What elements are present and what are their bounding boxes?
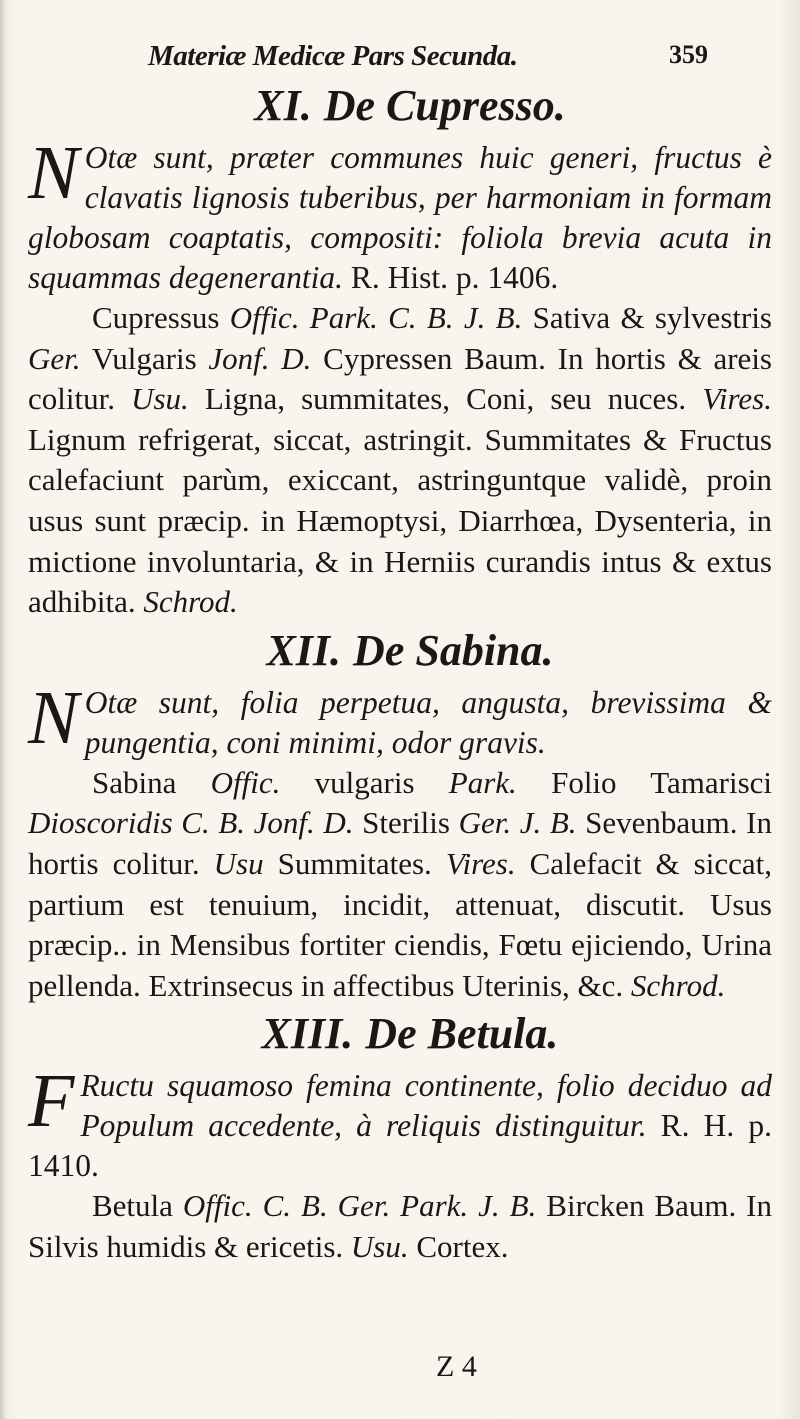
- notes-text: Otæ sunt, folia perpetua, angusta, brevissima & pungentia, coni minimi, odor gravis.: [84, 684, 772, 760]
- italic-run: Offic.: [210, 764, 281, 800]
- section-body: [28, 763, 772, 1007]
- text-run: Betula: [92, 1188, 183, 1224]
- section-heading: De Cupresso.: [323, 81, 566, 130]
- page-footer: [0, 1350, 800, 1390]
- italic-run: Dioscoridis C. B. Jonf. D.: [28, 805, 354, 841]
- section-sabina: [28, 623, 772, 1007]
- page-number: 359: [669, 40, 708, 69]
- italic-run: Usu.: [131, 381, 189, 417]
- text-run: Summitates.: [263, 845, 446, 881]
- section-numeral: XII.: [266, 625, 342, 675]
- signature-mark: Z 4: [436, 1350, 477, 1383]
- section-body: [28, 298, 772, 623]
- text-run: Cortex.: [408, 1228, 509, 1264]
- section-numeral: XIII.: [261, 1009, 354, 1059]
- italic-run: Vires.: [445, 845, 516, 881]
- text-run: Sabina: [92, 764, 211, 800]
- text-run: Calefacit & siccat, partium est tenuium, incidit, attenuat, discutit. Usus præcip.. in Mensibus fortiter ciendis, Fœtu ejiciendo, Urina pellenda. Extrinsecus in affectibus Uterinis, &c.: [28, 845, 772, 1003]
- section-title: [28, 1006, 772, 1062]
- text-run: Sativa & sylvestris: [522, 300, 772, 335]
- italic-run: Vires.: [702, 381, 772, 417]
- italic-run: Ger.: [28, 340, 81, 376]
- text-run: Vulgaris: [80, 340, 209, 376]
- italic-run: Ger. J. B.: [458, 805, 577, 841]
- italic-run: Schrod.: [143, 584, 238, 620]
- text-run: vulgaris: [280, 764, 449, 800]
- running-title: Materiæ Medicæ Pars Secunda.: [148, 40, 518, 72]
- text-run: Sevenbaum. In hortis colitur.: [28, 805, 772, 881]
- text-run: Ligna, summitates, Coni, seu nuces.: [188, 381, 703, 417]
- drop-cap: F: [28, 1059, 75, 1144]
- section-body: [28, 1186, 772, 1267]
- drop-cap: N: [28, 675, 79, 760]
- notes-text: Ructu squamoso femina continente, folio deciduo ad Populum accedente, à reliquis distinguitur.: [80, 1068, 772, 1144]
- text-run: Sterilis: [353, 805, 459, 841]
- italic-run: Jonf. D.: [208, 340, 312, 376]
- text-run: Cupressus: [92, 300, 230, 335]
- section-betula: [28, 1006, 772, 1267]
- italic-run: Offic. C. B. Ger. Park. J. B.: [182, 1188, 537, 1224]
- italic-run: Park.: [448, 764, 517, 800]
- section-cupressus: [28, 78, 772, 623]
- notes-text: Otæ sunt, præter communes huic generi, fructus è clavatis lignosis tuberibus, per harmoniam in formam globosam coaptatis, compositi: foliola brevia acuta in squammas degenerantia.: [28, 140, 772, 295]
- italic-run: Schrod.: [630, 967, 726, 1003]
- italic-run: Offic. Park. C. B. J. B.: [229, 300, 523, 335]
- text-run: Lignum refrigerat, siccat, astringit. Summitates & Fructus calefaciunt parùm, exiccant, astringuntque validè, proin usus sunt præcip. in Hæmoptysi, Diarrhœa, Dysenteria, in mictione involuntaria, & in Herniis curandis intus & extus adhibita.: [28, 421, 772, 620]
- section-title: [28, 623, 772, 679]
- drop-cap: N: [28, 131, 79, 215]
- page-header: [148, 40, 708, 80]
- section-notes: [28, 1059, 772, 1186]
- section-notes: [28, 131, 772, 298]
- section-heading: De Sabina.: [353, 625, 554, 675]
- section-numeral: XI.: [254, 81, 312, 130]
- text-run: Cypressen Baum. In hortis & areis colitur.: [28, 340, 772, 417]
- section-notes: [28, 675, 772, 763]
- page-edge: [0, 0, 6, 1419]
- section-title: [28, 78, 772, 134]
- section-heading: De Betula.: [365, 1009, 559, 1059]
- text-block: [28, 78, 772, 1268]
- notes-reference: R. H. p. 1410.: [28, 1108, 772, 1184]
- italic-run: Usu: [213, 845, 264, 881]
- text-run: Bircken Baum. In Silvis humidis & ericetis.: [28, 1188, 773, 1264]
- italic-run: Usu.: [350, 1228, 409, 1264]
- notes-reference: R. Hist. p. 1406.: [350, 260, 559, 295]
- text-run: Folio Tamarisci: [516, 764, 773, 800]
